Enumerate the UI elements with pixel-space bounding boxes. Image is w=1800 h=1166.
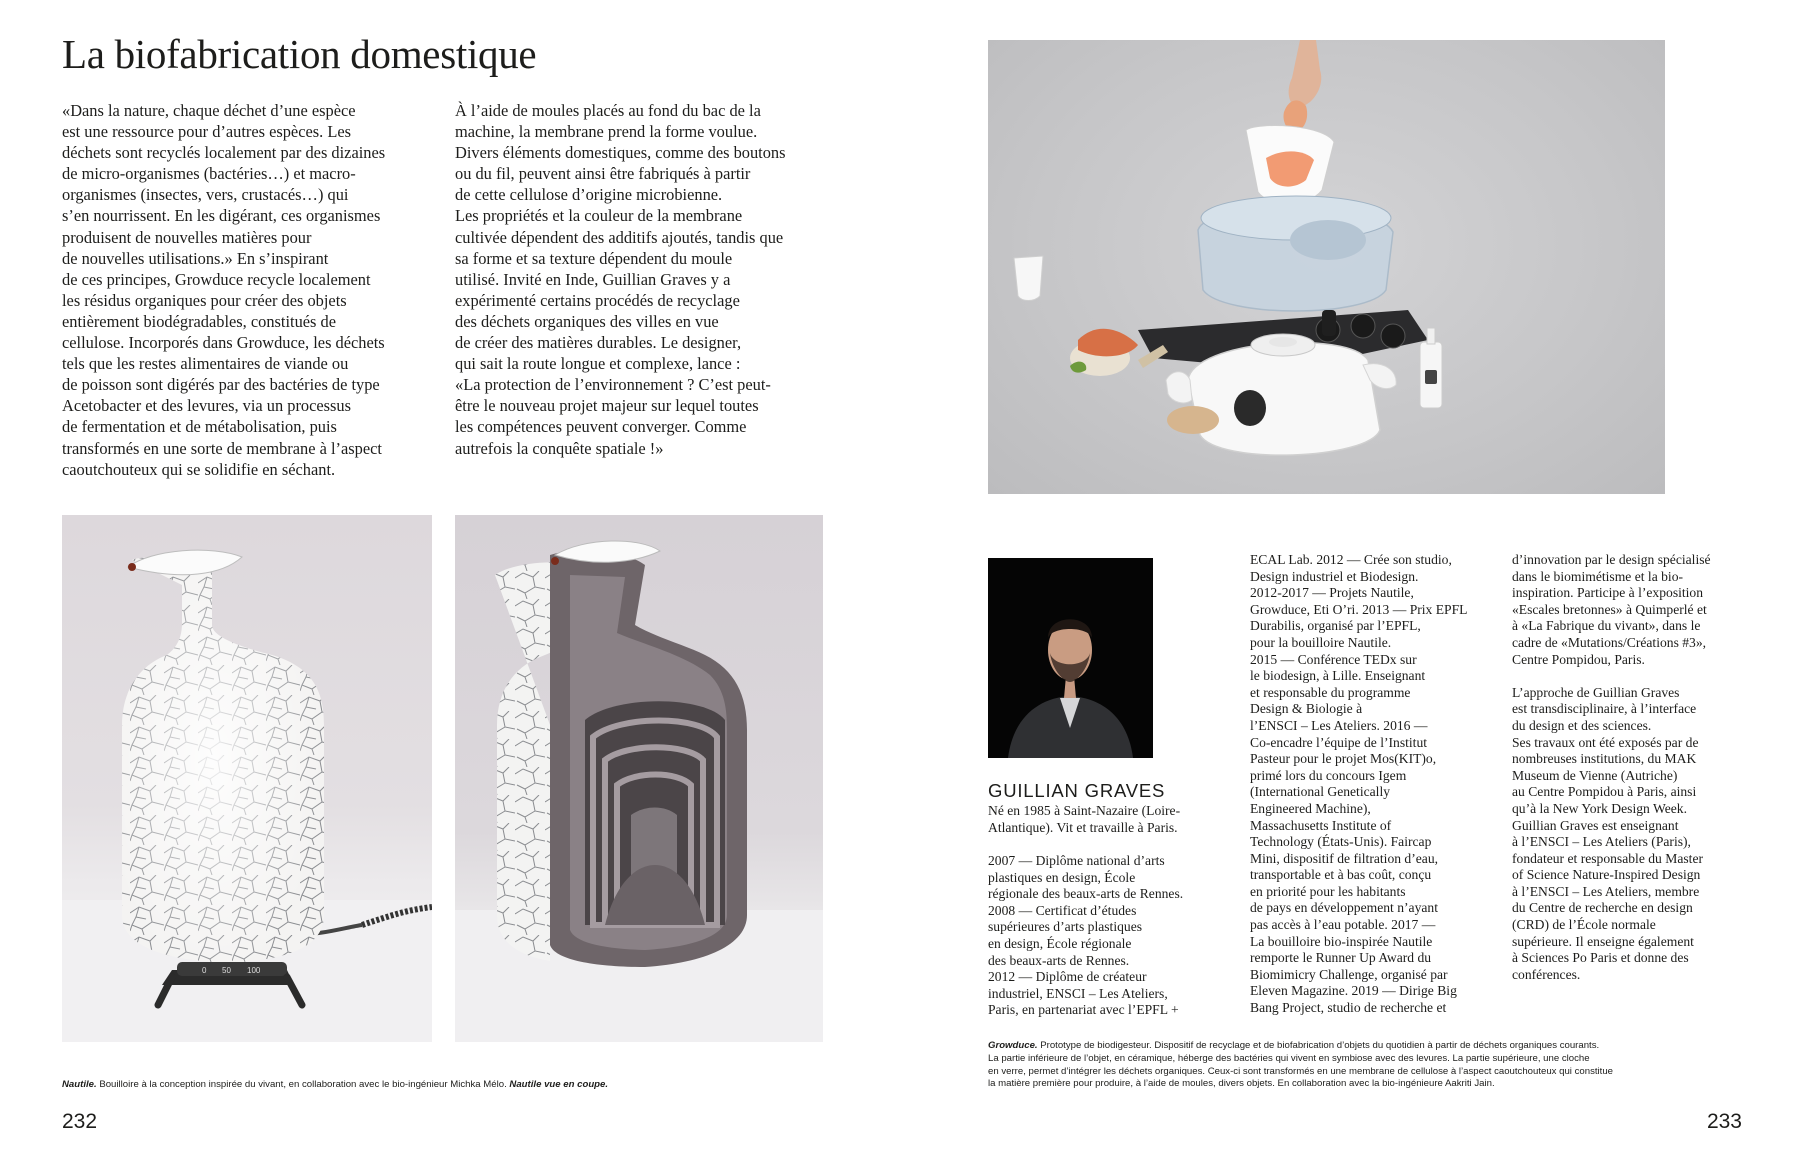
body-column-2: À l’aide de moules placés au fond du bac de la machine, la membrane prend la forme voulue. Divers éléments domestiques, comme des boutons ou du fil, peuvent ainsi être fabriqués à partir de cette cellulose d’origine microbienne. Les propriétés et la couleur de la membrane cultivée dépendent des additifs ajoutés, tandis que sa forme et sa texture dépendent du moule utilisé. Invité en Inde, Guillian Graves y a expérimenté certains procédés de recyclage des déchets organiques des villes en vue de créer des matières durables. Le designer, qui sait la route longue et complexe, lance : «La protection de l’environnement ? C’est peut- être le nouveau projet majeur sur lequel toutes les compétences peuvent converger. Comme autrefois la conquête spatiale !» xyxy=(455,101,786,458)
nautile-kettle-photo xyxy=(62,515,432,1042)
left-caption xyxy=(62,1078,882,1091)
left-caption-body: Bouilloire à la conception inspirée du vivant, en collaboration avec le bio-ingénieur Michka Mélo. xyxy=(96,1079,510,1090)
page-number-left: 232 xyxy=(62,1110,98,1133)
bio-column-1: 2007 — Diplôme national d’arts plastiques en design, École régionale des beaux-arts de Rennes. 2008 — Certificat d’études supérieures d’arts plastiques en design, École régionale des beaux-arts de Rennes. 2012 — Diplôme de créateur industriel, ENSCI – Les Ateliers, Paris, en partenariat avec l’EPFL + xyxy=(988,853,1184,1018)
nautile-cutaway-photo xyxy=(455,515,823,1042)
bio-intro: Né en 1985 à Saint-Nazaire (Loire- Atlantique). Vit et travaille à Paris. xyxy=(988,803,1181,835)
right-caption-lead: Growduce. xyxy=(988,1040,1038,1051)
bio-column-2: ECAL Lab. 2012 — Crée son studio, Design industriel et Biodesign. 2012-2017 — Projets Nautile, Growduce, Eti O’ri. 2013 — Prix EPFL Durabilis, organisé par l’EPFL, pour la bouilloire Nautile. 2015 — Conférence TEDx sur le biodesign, à Lille. Enseignant et responsable du programme Design & Biologie à l’ENSCI – Les Ateliers. 2016 — Co-encadre l’équipe de l’Institut Pasteur pour le projet Mos(KIT)o, primé lors du concours Igem (International Genetically Engineered Machine), Massachusetts Institute of Technology (États-Unis). Faircap Mini, dispositif de filtration d’eau, transportable et à bas coût, conçu en priorité pour les habitants de pays en développement n’ayant pas accès à l’eau potable. 2017 — La bouilloire bio-inspirée Nautile remporte le Runner Up Award du Biomimicry Challenge, organisé par Eleven Magazine. 2019 — Dirige Big Bang Project, studio de recherche et xyxy=(1250,552,1468,1016)
dial-label-0: 0 xyxy=(202,966,207,975)
dial-label-50: 50 xyxy=(222,966,231,975)
portrait-illustration xyxy=(988,558,1153,758)
bio-column-3: d’innovation par le design spécialisé dans le biomimétisme et la bio- inspiration. Participe à l’exposition «Escales bretonnes» à Quimperlé et à «La Fabrique du vivant», dans le cadre de «Mutations/Créations #3», Centre Pompidou, Paris. L’approche de Guillian Graves est transdisciplinaire, à l’interface du design et des sciences. Ses travaux ont été exposés par de nombreuses institutions, du MAK Museum de Vienne (Autriche) au Centre Pompidou à Paris, ainsi qu’à la New York Design Week. Guillian Graves est enseignant à l’ENSCI – Les Ateliers (Paris), fondateur et responsable du Master of Science Nature-Inspired Design à l’ENSCI – Les Ateliers, membre du Centre de recherche en design (CRD) de l’École normale supérieure. Il enseigne également à Sciences Po Paris et donne des conférences. xyxy=(1512,552,1711,982)
left-caption-lead: Nautile. xyxy=(62,1079,97,1090)
nautile-cutaway-illustration xyxy=(455,515,823,1042)
left-caption-tail: Nautile vue en coupe. xyxy=(509,1079,609,1090)
article-title: La biofabrication domestique xyxy=(62,31,537,77)
right-caption xyxy=(988,1040,1708,1091)
growduce-photo xyxy=(988,40,1665,494)
right-page xyxy=(900,0,1800,1166)
body-column-1: «Dans la nature, chaque déchet d’une espèce est une ressource pour d’autres espèces. Les déchets sont recyclés localement par des dizaines de micro-organismes (bactéries…) et macro- organismes (insectes, vers, crustacés…) qui s’en nourrissent. En les digérant, ces organismes produisent de nouvelles matières pour de nouvelles utilisations.» En s’inspirant de ces principes, Growduce recycle localement les résidus organiques pour créer des objets entièrement biodégradables, constitués de cellulose. Incorporés dans Growduce, les déchets tels que les restes alimentaires de viande ou de poisson sont digérés par des bactéries de type Acetobacter et des levures, via un processus de fermentation et de métabolisation, puis transformés en une sorte de membrane à l’aspect caoutchouteux qui se solidifie en séchant. xyxy=(62,101,386,479)
nautile-kettle-illustration xyxy=(62,515,432,1042)
growduce-illustration xyxy=(988,40,1665,494)
dial-label-100: 100 xyxy=(247,966,261,975)
bio-name: GUILLIAN GRAVES xyxy=(988,780,1166,801)
page-number-right: 233 xyxy=(1706,1110,1742,1133)
right-caption-body: Prototype de biodigesteur. Dispositif de recyclage et de biofabrication d’objets du quotidien à partir de déchets organiques courants. La partie inférieure de l’objet, en céramique, héberge des bactéries qui vivent en symbiose avec des levures. La partie supérieure, une cloche en verre, permet d’intégrer les déchets organiques. Ceux-ci sont transformés en une membrane de cellulose à l’aspect caoutchouteux qui constitue la matière première pour produire, à l’aide de moules, divers objets. En collaboration avec la bio-ingénieure Aakriti Jain. xyxy=(988,1040,1614,1090)
guillian-graves-portrait xyxy=(988,558,1153,758)
